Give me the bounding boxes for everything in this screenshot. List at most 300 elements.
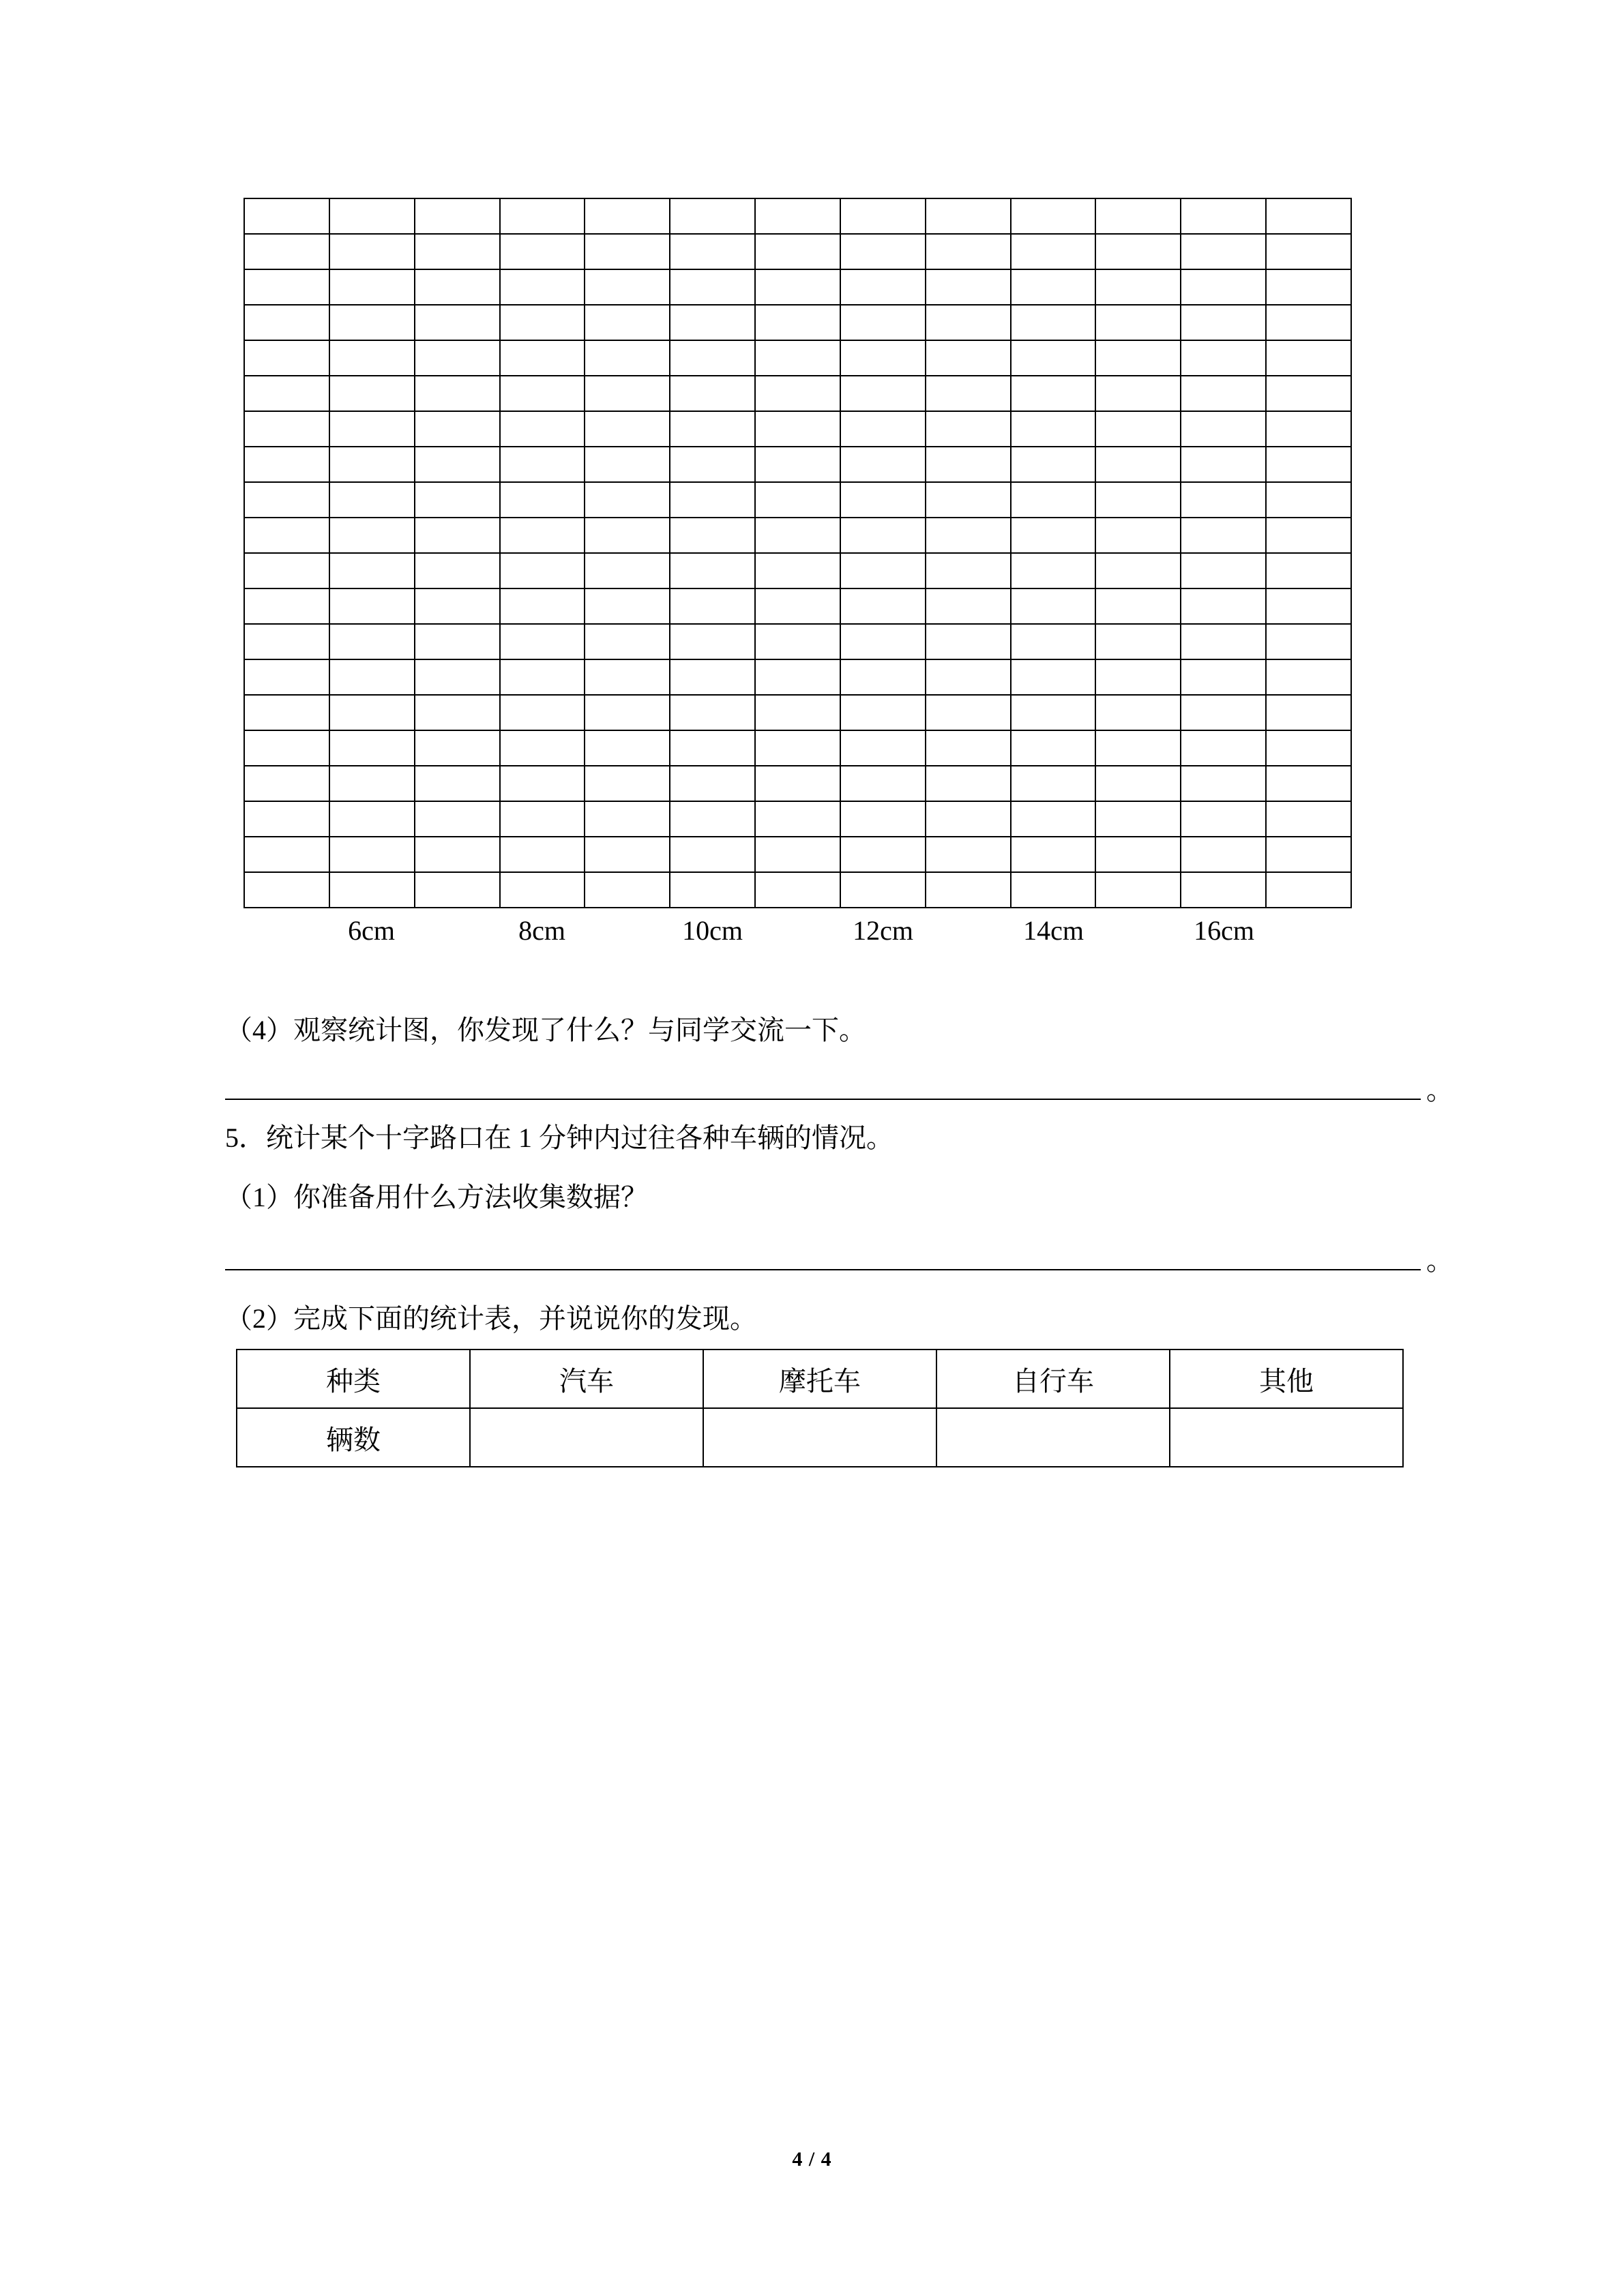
grid-cell	[501, 696, 586, 731]
grid-cell	[1181, 837, 1267, 873]
x-axis-label: 8cm	[518, 915, 565, 946]
grid-cell	[245, 341, 330, 376]
table-empty-cell	[703, 1408, 936, 1467]
grid-cell	[501, 625, 586, 660]
vehicle-table	[236, 1349, 1404, 1467]
grid-cell	[841, 696, 926, 731]
grid-cell	[330, 625, 415, 660]
grid-cell	[415, 270, 501, 305]
grid-cell	[585, 270, 670, 305]
answer-terminator: 。	[1426, 1075, 1453, 1105]
grid-cell	[1012, 412, 1097, 447]
table-empty-cell	[470, 1408, 703, 1467]
grid-cell	[1096, 625, 1181, 660]
grid-cell	[585, 447, 670, 483]
grid-cell	[245, 518, 330, 554]
table-header-cell: 其他	[1170, 1350, 1403, 1408]
grid-cell	[926, 873, 1012, 908]
grid-cell	[1267, 696, 1352, 731]
grid-cell	[756, 625, 841, 660]
grid-cell	[841, 199, 926, 235]
grid-cell	[670, 518, 756, 554]
grid-cell	[1181, 412, 1267, 447]
grid-cell	[1181, 270, 1267, 305]
grid-cell	[670, 660, 756, 696]
grid-cell	[670, 554, 756, 589]
grid-cell	[1096, 766, 1181, 802]
grid-cell	[501, 341, 586, 376]
grid-cell	[1181, 518, 1267, 554]
grid-cell	[926, 589, 1012, 625]
grid-cell	[415, 589, 501, 625]
grid-cell	[1267, 447, 1352, 483]
grid-cell	[245, 270, 330, 305]
grid-cell	[670, 802, 756, 837]
table-header-cell: 种类	[237, 1350, 470, 1408]
grid-cell	[330, 554, 415, 589]
x-axis-label: 6cm	[348, 915, 395, 946]
grid-cell	[330, 837, 415, 873]
grid-cell	[926, 731, 1012, 766]
grid-cell	[756, 589, 841, 625]
grid-cell	[245, 802, 330, 837]
table-header-cell: 摩托车	[703, 1350, 936, 1408]
chart-grid	[243, 198, 1352, 908]
grid-cell	[330, 341, 415, 376]
grid-cell	[756, 731, 841, 766]
grid-cell	[756, 802, 841, 837]
grid-cell	[1267, 625, 1352, 660]
grid-cell	[585, 305, 670, 341]
x-axis-spacer	[926, 914, 1011, 948]
grid-cell	[415, 696, 501, 731]
grid-cell	[1267, 802, 1352, 837]
grid-cell	[670, 837, 756, 873]
grid-cell	[330, 483, 415, 518]
grid-cell	[756, 660, 841, 696]
grid-cell	[756, 837, 841, 873]
grid-cell	[926, 235, 1012, 270]
grid-cell	[330, 589, 415, 625]
grid-cell	[1181, 696, 1267, 731]
grid-cell	[330, 412, 415, 447]
grid-cell	[756, 696, 841, 731]
grid-cell	[1181, 235, 1267, 270]
grid-cell	[1096, 376, 1181, 412]
grid-cell	[670, 873, 756, 908]
grid-cell	[585, 696, 670, 731]
x-axis-labels	[243, 914, 1352, 948]
grid-cell	[501, 447, 586, 483]
grid-cell	[1096, 802, 1181, 837]
grid-cell	[1096, 696, 1181, 731]
grid-cell	[1267, 412, 1352, 447]
page-number: 4 / 4	[792, 2148, 832, 2171]
grid-cell	[1267, 589, 1352, 625]
x-axis-spacer	[1096, 914, 1181, 948]
grid-cell	[1267, 376, 1352, 412]
grid-cell	[1096, 235, 1181, 270]
grid-cell	[1181, 376, 1267, 412]
grid-cell	[670, 483, 756, 518]
grid-cell	[1012, 589, 1097, 625]
grid-cell	[1012, 447, 1097, 483]
grid-cell	[926, 376, 1012, 412]
grid-cell	[1096, 199, 1181, 235]
grid-cell	[926, 518, 1012, 554]
grid-cell	[330, 660, 415, 696]
grid-cell	[501, 270, 586, 305]
grid-cell	[415, 305, 501, 341]
grid-cell	[501, 412, 586, 447]
grid-cell	[415, 199, 501, 235]
grid-cell	[501, 731, 586, 766]
grid-cell	[1096, 589, 1181, 625]
grid-cell	[1096, 341, 1181, 376]
grid-cell	[1096, 518, 1181, 554]
grid-cell	[1267, 873, 1352, 908]
grid-cell	[1012, 873, 1097, 908]
grid-cell	[841, 766, 926, 802]
grid-cell	[585, 873, 670, 908]
grid-cell	[585, 589, 670, 625]
grid-cell	[245, 447, 330, 483]
grid-cell	[841, 554, 926, 589]
grid-cell	[585, 731, 670, 766]
grid-cell	[756, 376, 841, 412]
grid-cell	[330, 235, 415, 270]
question-4-prompt: （4）观察统计图，你发现了什么？与同学交流一下。	[225, 1015, 866, 1045]
grid-cell	[926, 341, 1012, 376]
grid-cell	[585, 837, 670, 873]
grid-cell	[670, 731, 756, 766]
grid-cell	[415, 802, 501, 837]
grid-cell	[245, 837, 330, 873]
grid-cell	[585, 483, 670, 518]
grid-cell	[330, 447, 415, 483]
grid-cell	[585, 412, 670, 447]
grid-cell	[1267, 837, 1352, 873]
grid-cell	[1012, 305, 1097, 341]
grid-cell	[841, 802, 926, 837]
grid-cell	[1096, 412, 1181, 447]
grid-cell	[501, 518, 586, 554]
grid-cell	[1181, 341, 1267, 376]
grid-cell	[245, 199, 330, 235]
grid-cell	[670, 766, 756, 802]
grid-cell	[841, 376, 926, 412]
grid-cell	[245, 625, 330, 660]
grid-cell	[245, 696, 330, 731]
grid-cell	[501, 660, 586, 696]
grid-cell	[1012, 766, 1097, 802]
grid-cell	[1181, 625, 1267, 660]
grid-cell	[1096, 873, 1181, 908]
grid-cell	[415, 625, 501, 660]
grid-cell	[330, 270, 415, 305]
grid-cell	[670, 589, 756, 625]
grid-cell	[841, 270, 926, 305]
grid-cell	[501, 802, 586, 837]
grid-cell	[926, 483, 1012, 518]
grid-cell	[1012, 625, 1097, 660]
grid-cell	[1267, 199, 1352, 235]
grid-cell	[841, 731, 926, 766]
grid-cell	[1181, 199, 1267, 235]
grid-cell	[585, 376, 670, 412]
x-axis-spacer	[755, 914, 840, 948]
grid-cell	[1012, 518, 1097, 554]
grid-cell	[415, 660, 501, 696]
answer-line-2	[225, 1239, 1453, 1276]
grid-cell	[926, 625, 1012, 660]
grid-cell	[670, 199, 756, 235]
grid-cell	[1012, 199, 1097, 235]
grid-cell	[1096, 305, 1181, 341]
grid-cell	[415, 731, 501, 766]
grid-cell	[245, 873, 330, 908]
grid-cell	[330, 766, 415, 802]
grid-cell	[245, 731, 330, 766]
grid-cell	[585, 766, 670, 802]
grid-cell	[926, 412, 1012, 447]
grid-cell	[926, 270, 1012, 305]
x-axis-label: 16cm	[1194, 915, 1254, 946]
table-data-row	[237, 1408, 1403, 1467]
grid-cell	[1181, 660, 1267, 696]
grid-cell	[841, 589, 926, 625]
grid-cell	[926, 305, 1012, 341]
grid-cell	[1267, 270, 1352, 305]
table-row-label: 辆数	[237, 1408, 470, 1467]
grid-cell	[1096, 483, 1181, 518]
grid-cell	[926, 199, 1012, 235]
grid-cell	[756, 483, 841, 518]
grid-cell	[501, 199, 586, 235]
grid-cell	[1267, 731, 1352, 766]
grid-cell	[415, 837, 501, 873]
grid-cell	[841, 341, 926, 376]
grid-cell	[415, 376, 501, 412]
grid-cell	[1012, 696, 1097, 731]
grid-cell	[1267, 235, 1352, 270]
answer-rule	[225, 1067, 1421, 1100]
grid-cell	[501, 837, 586, 873]
grid-cell	[926, 696, 1012, 731]
grid-cell	[926, 554, 1012, 589]
grid-cell	[1012, 376, 1097, 412]
grid-cell	[1096, 660, 1181, 696]
grid-cell	[1267, 554, 1352, 589]
grid-cell	[670, 376, 756, 412]
grid-cell	[245, 376, 330, 412]
grid-cell	[585, 660, 670, 696]
grid-cell	[245, 305, 330, 341]
grid-cell	[926, 660, 1012, 696]
grid-cell	[245, 660, 330, 696]
x-axis-spacer	[414, 914, 499, 948]
grid-cell	[841, 305, 926, 341]
grid-cell	[670, 305, 756, 341]
grid-cell	[926, 837, 1012, 873]
grid-cell	[756, 305, 841, 341]
grid-cell	[501, 766, 586, 802]
grid-cell	[415, 873, 501, 908]
grid-cell	[1096, 270, 1181, 305]
grid-cell	[1012, 483, 1097, 518]
grid-cell	[415, 766, 501, 802]
grid-cell	[1012, 235, 1097, 270]
grid-cell	[1096, 837, 1181, 873]
grid-cell	[585, 518, 670, 554]
grid-cell	[1181, 873, 1267, 908]
grid-cell	[330, 696, 415, 731]
x-axis-spacer	[585, 914, 670, 948]
grid-cell	[670, 270, 756, 305]
grid-cell	[841, 483, 926, 518]
grid-cell	[1012, 341, 1097, 376]
grid-cell	[756, 518, 841, 554]
grid-cell	[501, 554, 586, 589]
grid-cell	[585, 802, 670, 837]
grid-cell	[415, 518, 501, 554]
grid-cell	[585, 625, 670, 660]
grid-cell	[1267, 305, 1352, 341]
grid-cell	[330, 305, 415, 341]
grid-cell	[330, 376, 415, 412]
grid-cell	[1096, 731, 1181, 766]
grid-cell	[330, 199, 415, 235]
x-axis-label: 10cm	[682, 915, 743, 946]
grid-cell	[1012, 660, 1097, 696]
grid-cell	[415, 483, 501, 518]
grid-cell	[1181, 589, 1267, 625]
grid-cell	[1181, 483, 1267, 518]
grid-cell	[245, 412, 330, 447]
grid-cell	[756, 447, 841, 483]
grid-cell	[756, 873, 841, 908]
grid-cell	[1181, 447, 1267, 483]
grid-cell	[1267, 766, 1352, 802]
grid-cell	[1267, 518, 1352, 554]
grid-cell	[756, 766, 841, 802]
grid-cell	[1096, 554, 1181, 589]
grid-cell	[670, 625, 756, 660]
grid-cell	[670, 696, 756, 731]
grid-cell	[585, 199, 670, 235]
grid-cell	[926, 447, 1012, 483]
grid-cell	[841, 518, 926, 554]
grid-cell	[1267, 483, 1352, 518]
grid-cell	[501, 235, 586, 270]
grid-cell	[1181, 766, 1267, 802]
grid-cell	[585, 554, 670, 589]
grid-cell	[756, 199, 841, 235]
grid-cell	[330, 873, 415, 908]
grid-cell	[330, 518, 415, 554]
grid-cell	[415, 554, 501, 589]
grid-cell	[1096, 447, 1181, 483]
grid-cell	[1267, 660, 1352, 696]
grid-cell	[756, 554, 841, 589]
grid-cell	[1012, 802, 1097, 837]
grid-cell	[841, 235, 926, 270]
answer-rule	[225, 1238, 1421, 1270]
x-axis-label: 12cm	[853, 915, 913, 946]
grid-cell	[1181, 731, 1267, 766]
answer-terminator: 。	[1426, 1245, 1453, 1276]
grid-cell	[926, 766, 1012, 802]
grid-cell	[245, 235, 330, 270]
table-header-cell: 汽车	[470, 1350, 703, 1408]
grid-cell	[585, 235, 670, 270]
table-empty-cell	[936, 1408, 1170, 1467]
grid-cell	[670, 341, 756, 376]
grid-cell	[1012, 270, 1097, 305]
grid-cell	[501, 589, 586, 625]
grid-cell	[415, 341, 501, 376]
grid-cell	[756, 270, 841, 305]
grid-cell	[330, 802, 415, 837]
grid-cell	[501, 483, 586, 518]
table-header-row	[237, 1350, 1403, 1408]
grid-cell	[415, 235, 501, 270]
grid-cell	[1267, 341, 1352, 376]
grid-cell	[501, 873, 586, 908]
question-5-sub2: （2）完成下面的统计表，并说说你的发现。	[225, 1303, 757, 1334]
grid-cell	[501, 305, 586, 341]
grid-cell	[756, 412, 841, 447]
answer-line-1	[225, 1069, 1453, 1105]
grid-cell	[330, 731, 415, 766]
grid-cell	[1181, 554, 1267, 589]
grid-cell	[756, 341, 841, 376]
chart-grid-wrap	[243, 198, 1352, 908]
grid-cell	[670, 412, 756, 447]
grid-cell	[670, 235, 756, 270]
table-header-cell: 自行车	[936, 1350, 1170, 1408]
grid-cell	[841, 837, 926, 873]
question-5-sub1: （1）你准备用什么方法收集数据？	[225, 1182, 648, 1212]
grid-cell	[1181, 802, 1267, 837]
grid-cell	[670, 447, 756, 483]
grid-cell	[841, 625, 926, 660]
grid-cell	[245, 766, 330, 802]
grid-cell	[841, 873, 926, 908]
grid-cell	[245, 554, 330, 589]
x-axis-spacer	[1267, 914, 1352, 948]
grid-cell	[415, 447, 501, 483]
table-empty-cell	[1170, 1408, 1403, 1467]
x-axis-label: 14cm	[1023, 915, 1084, 946]
x-axis-spacer	[243, 914, 329, 948]
grid-cell	[841, 447, 926, 483]
grid-cell	[245, 589, 330, 625]
grid-cell	[841, 412, 926, 447]
grid-cell	[245, 483, 330, 518]
grid-cell	[1181, 305, 1267, 341]
grid-cell	[501, 376, 586, 412]
grid-cell	[1012, 554, 1097, 589]
grid-cell	[585, 341, 670, 376]
question-5-title: 5．统计某个十字路口在 1 分钟内过往各种车辆的情况。	[225, 1122, 894, 1153]
grid-cell	[841, 660, 926, 696]
grid-cell	[415, 412, 501, 447]
grid-cell	[926, 802, 1012, 837]
grid-cell	[1012, 731, 1097, 766]
grid-cell	[756, 235, 841, 270]
grid-cell	[1012, 837, 1097, 873]
